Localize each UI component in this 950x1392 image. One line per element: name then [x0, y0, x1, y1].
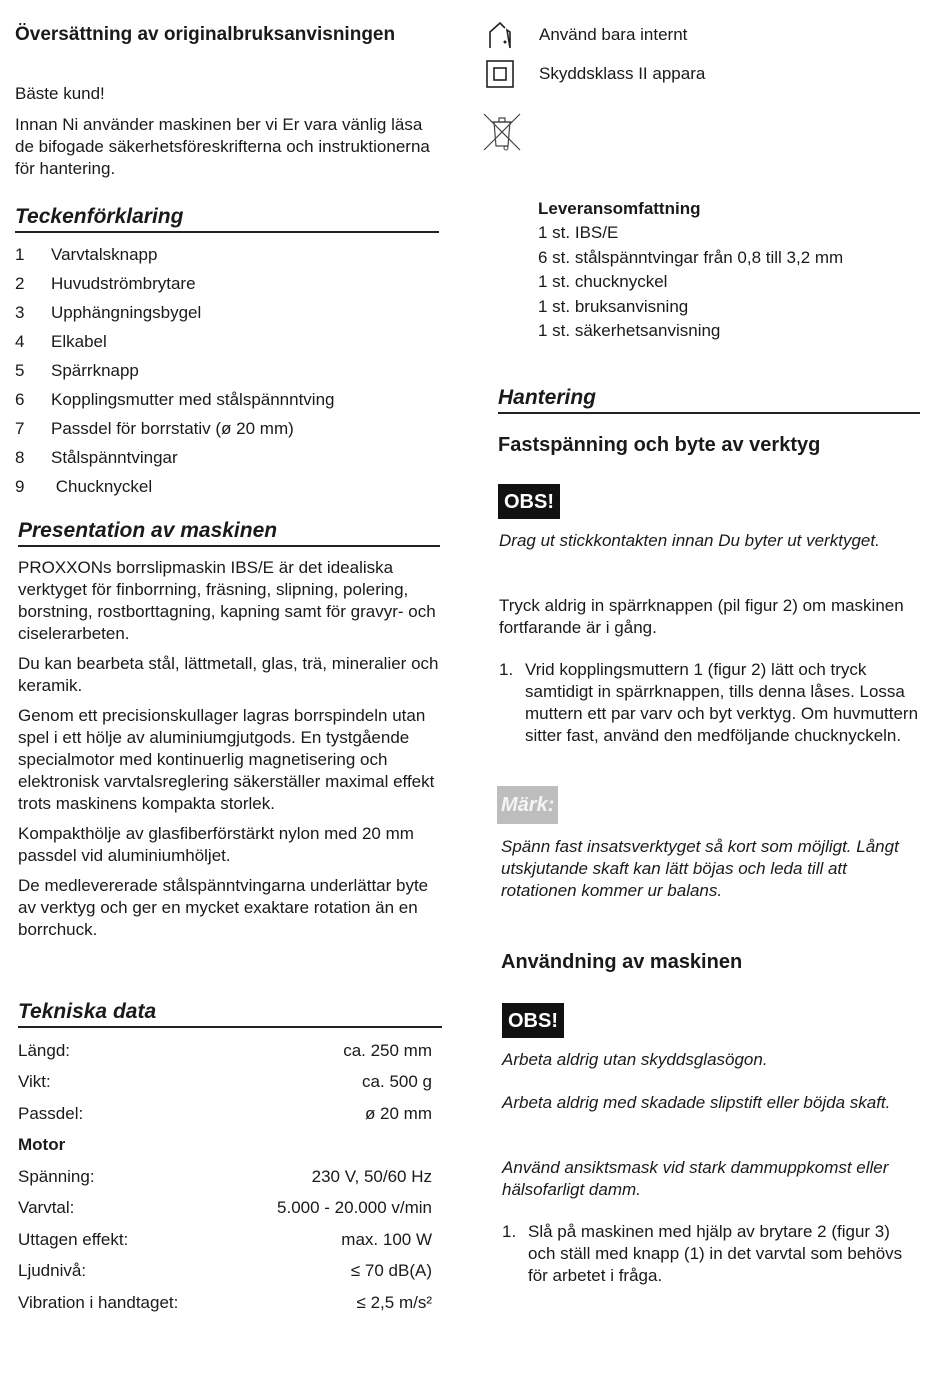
spec-label: Vibration i handtaget:	[18, 1292, 179, 1312]
obs-line: Arbeta aldrig med skadade slipstift eller böjda skaft.	[502, 1093, 891, 1112]
spec-label: Längd:	[18, 1040, 70, 1060]
spec-label: Uttagen effekt:	[18, 1229, 129, 1249]
delivery-section	[538, 198, 843, 345]
legend-num: 3	[15, 303, 25, 322]
delivery-item: 1 st. IBS/E	[538, 223, 619, 242]
legend-text: Elkabel	[51, 332, 107, 351]
legend-num: 7	[15, 419, 25, 438]
legend-item	[15, 360, 435, 389]
obs-line: Arbeta aldrig utan skyddsglasögon.	[502, 1050, 768, 1069]
paragraph: PROXXONs borrslipmaskin IBS/E är det idealiska verktyget för finborrning, fräsning, slipning, polering, borstning, rostborttagning, kapning samt för gravyr- och ciselerarbeten.	[18, 558, 436, 643]
delivery-item: 1 st. bruksanvisning	[538, 296, 689, 316]
legend-text: Varvtalsknapp	[51, 245, 158, 264]
step-item	[502, 1221, 927, 1287]
paragraph: Du kan bearbeta stål, lättmetall, glas, trä, mineralier och keramik.	[18, 654, 439, 695]
motor-heading: Motor	[18, 1135, 66, 1155]
spec-value: ≤ 70 dB(A)	[350, 1261, 432, 1281]
crossed-bin-icon	[480, 110, 524, 154]
symbol-row-indoor	[485, 20, 687, 50]
spec-row	[18, 1256, 432, 1288]
spec-row	[18, 1035, 432, 1067]
legend-text: Upphängningsbygel	[51, 303, 202, 322]
legend-text: Stålspänntvingar	[51, 448, 178, 467]
spec-value: ≤ 2,5 m/s²	[356, 1292, 432, 1312]
legend-num: 5	[15, 361, 25, 380]
double-square-icon	[485, 59, 515, 89]
legend-text: Spärrknapp	[51, 361, 139, 380]
spec-label: Spänning:	[18, 1166, 95, 1186]
step-number: 1.	[502, 1222, 517, 1241]
obs-text: Drag ut stickkontakten innan Du byter ut verktyget.	[499, 531, 880, 550]
legend-num: 2	[15, 274, 25, 293]
delivery-item: 1 st. säkerhetsanvisning	[538, 321, 721, 340]
legend-num: 1	[15, 245, 25, 264]
spec-row	[18, 1098, 432, 1130]
step-text: Vrid kopplingsmuttern 1 (figur 2) lätt och tryck samtidigt in spärrknappen, tills denna låses. Lossa muttern ett par varv och byt verktyg. Om huvmuttern sitter fast, använd den medföljande chucknyckeln.	[525, 660, 919, 745]
handling-heading: Hantering	[498, 386, 920, 414]
legend-item	[15, 331, 435, 360]
legend-item	[15, 302, 435, 331]
legend-num: 9	[15, 477, 25, 496]
spec-value: max. 100 W	[341, 1229, 432, 1249]
presentation-heading: Presentation av maskinen	[18, 519, 440, 547]
spec-row	[18, 1224, 432, 1256]
spec-label: Passdel:	[18, 1103, 84, 1123]
legend-item	[15, 389, 435, 418]
spec-row	[18, 1193, 432, 1225]
house-icon	[485, 20, 515, 50]
paragraph: De medlevererade stålspänntvingarna underlättar byte av verktyg och ger en mycket exaktare rotation än en borrchuck.	[18, 876, 429, 939]
delivery-item: 6 st. stålspänntvingar från 0,8 till 3,2 mm	[538, 247, 844, 267]
step-text: Slå på maskinen med hjälp av brytare 2 (figur 3) och ställ med knapp (1) in det varvtal som behövs för arbetet i fråga.	[528, 1222, 903, 1285]
legend-item	[15, 476, 435, 505]
step-number: 1.	[499, 660, 514, 679]
spec-value: 5.000 - 20.000 v/min	[277, 1198, 432, 1218]
legend-item	[15, 447, 435, 476]
spec-value: 230 V, 50/60 Hz	[311, 1166, 432, 1186]
note-badge: Märk:	[497, 786, 558, 824]
spec-value: ca. 500 g	[362, 1072, 432, 1092]
spec-row	[18, 1287, 432, 1319]
legend-text: Kopplingsmutter med stålspännntving	[51, 390, 335, 409]
legend-text: Huvudströmbrytare	[51, 274, 196, 293]
spec-label: Ljudnivå:	[18, 1261, 87, 1281]
step-item	[499, 659, 924, 747]
legend-heading: Teckenförklaring	[15, 205, 439, 233]
legend-text: Chucknyckel	[51, 477, 153, 496]
usage-heading: Användning av maskinen	[501, 951, 743, 973]
symbol-row-weee	[480, 110, 524, 154]
legend-num: 6	[15, 390, 25, 409]
delivery-heading: Leveransomfattning	[538, 199, 701, 218]
spec-row	[18, 1067, 432, 1099]
delivery-item: 1 st. chucknyckel	[538, 272, 668, 291]
page-title: Översättning av originalbruksanvisningen	[15, 24, 396, 45]
legend-list	[15, 244, 435, 505]
spec-value: ca. 250 mm	[343, 1040, 432, 1060]
warning-text: Tryck aldrig in spärrknappen (pil figur 2) om maskinen fortfarande är i gång.	[499, 596, 904, 637]
legend-item	[15, 273, 435, 302]
spec-row	[18, 1161, 432, 1193]
tool-change-heading: Fastspänning och byte av verktyg	[498, 434, 821, 456]
obs-line: Använd ansiktsmask vid stark dammuppkomst eller hälsofarligt damm.	[502, 1158, 889, 1199]
obs-badge: OBS!	[498, 484, 560, 519]
tech-table	[18, 1035, 432, 1319]
legend-num: 4	[15, 332, 25, 351]
spec-label: Vikt:	[18, 1072, 51, 1092]
greeting: Bäste kund!	[15, 84, 105, 103]
obs-badge: OBS!	[502, 1003, 564, 1038]
tech-heading: Tekniska data	[18, 1000, 442, 1028]
paragraph: Kompakthölje av glasfiberförstärkt nylon med 20 mm passdel vid aluminiumhöljet.	[18, 824, 414, 865]
symbol-row-class2	[485, 59, 705, 89]
legend-num: 8	[15, 448, 25, 467]
intro-text: Innan Ni använder maskinen ber vi Er vara vänlig läsa de bifogade säkerhetsföreskrifterna och instruktionerna för hantering.	[15, 115, 430, 178]
presentation-body	[18, 557, 446, 949]
note-text: Spänn fast insatsverktyget så kort som möjligt. Långt utskjutande skaft kan lätt böjas och leda till att rotationen kommer ur balans.	[501, 837, 899, 900]
paragraph: Genom ett precisionskullager lagras borrspindeln utan spel i ett hölje av aluminiumgjutgods. En tystgående specialmotor med kontinuerlig magnetisering och elektronisk varvtalsreglering säkerställer maximal effekt trots maskinens kompakta storlek.	[18, 706, 435, 813]
spec-value: ø 20 mm	[364, 1103, 432, 1123]
legend-item	[15, 244, 435, 273]
spec-label: Varvtal:	[18, 1198, 75, 1218]
symbol-text: Skyddsklass II appara	[539, 64, 706, 83]
legend-item	[15, 418, 435, 447]
legend-text: Passdel för borrstativ (ø 20 mm)	[51, 419, 294, 438]
symbol-text: Använd bara internt	[539, 25, 688, 44]
